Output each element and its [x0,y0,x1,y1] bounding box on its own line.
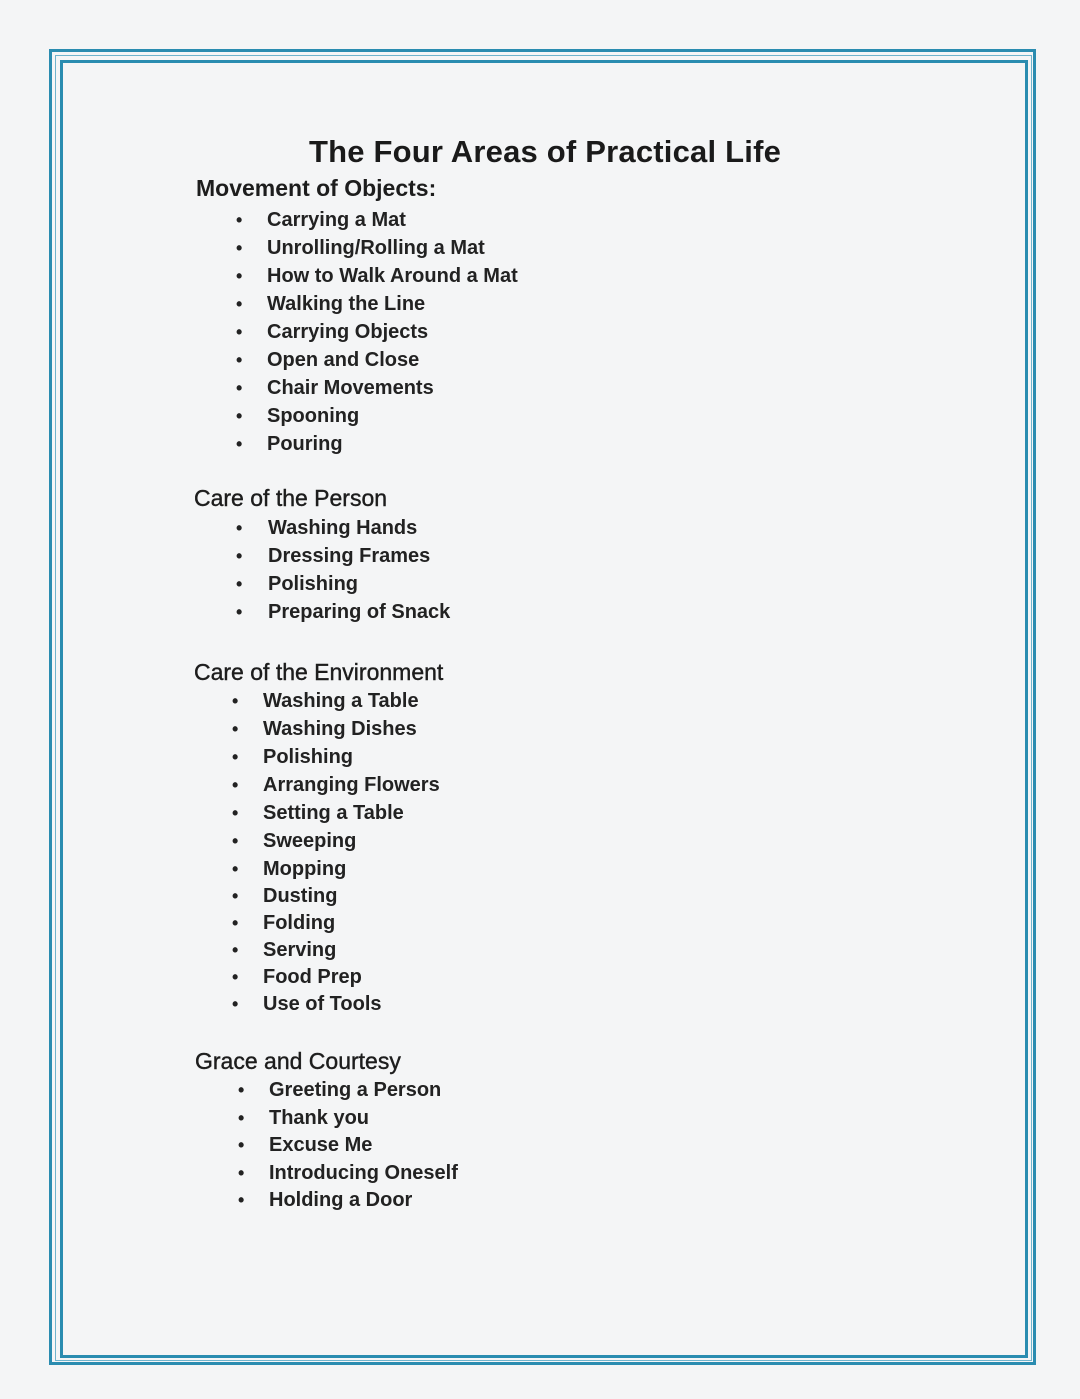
item-list [194,514,450,626]
bullet-icon: • [232,967,239,987]
list-item [194,687,443,715]
item-label: Washing Hands [268,517,418,539]
item-label: Food Prep [263,966,362,988]
item-list [195,1076,458,1214]
item-label: How to Walk Around a Mat [267,265,518,287]
bullet-icon: • [232,913,239,933]
bullet-icon: • [236,378,243,398]
list-item [194,771,443,799]
bullet-icon: • [232,859,239,879]
item-label: Excuse Me [269,1134,373,1156]
bullet-icon: • [232,940,239,960]
list-item [194,715,443,743]
bullet-icon: • [232,719,239,739]
item-label: Dusting [263,885,338,907]
item-label: Walking the Line [267,293,426,315]
item-label: Carrying Objects [267,321,429,343]
bullet-icon: • [238,1135,245,1155]
bullet-icon: • [236,406,243,426]
list-item [194,542,450,570]
bullet-icon: • [238,1107,245,1128]
bullet-icon: • [232,886,239,906]
list-item [194,743,443,771]
section-care-of-the-person [194,483,450,626]
item-label: Arranging Flowers [263,774,440,796]
list-item [194,514,450,542]
list-item [196,402,518,430]
item-label: Polishing [263,746,353,768]
bullet-icon: • [236,350,243,370]
list-item [195,1104,458,1132]
item-label: Setting a Table [263,802,404,824]
bullet-icon: • [236,294,243,314]
item-list [194,687,443,1017]
bullet-icon: • [236,322,243,342]
item-list [196,206,518,458]
list-item [196,234,518,262]
list-item [194,827,443,855]
list-item [194,909,443,936]
item-label: Carrying a Mat [267,209,406,231]
list-item [194,855,443,882]
list-item [195,1076,458,1104]
item-label: Dressing Frames [268,545,431,567]
page-title: The Four Areas of Practical Life [308,134,782,169]
item-label: Sweeping [263,830,357,852]
item-label: Unrolling/Rolling a Mat [267,237,485,259]
item-label: Serving [263,939,337,961]
section-heading: Grace and Courtesy [195,1048,401,1074]
item-label: Thank you [269,1106,370,1129]
bullet-icon: • [232,994,239,1014]
bullet-icon: • [236,518,243,538]
list-item [194,990,443,1017]
bullet-icon: • [236,266,243,286]
list-item [194,936,443,963]
section-care-of-the-environment [194,657,443,1017]
list-item [194,598,450,626]
list-item [195,1159,458,1187]
item-label: Preparing of Snack [268,601,451,623]
section-grace-and-courtesy [195,1046,458,1214]
section-heading: Care of the Person [194,485,388,511]
section-movement-of-objects [196,173,518,458]
bullet-icon: • [236,434,243,454]
bullet-icon: • [232,775,239,795]
bullet-icon: • [236,210,243,230]
item-label: Spooning [267,405,360,427]
list-item [196,262,518,290]
item-label: Introducing Oneself [269,1161,458,1184]
item-label: Use of Tools [263,993,382,1015]
item-label: Open and Close [267,349,420,371]
item-label: Pouring [267,433,343,455]
item-label: Chair Movements [267,377,434,399]
list-item [196,430,518,458]
list-item [196,346,518,374]
list-item [195,1131,458,1159]
item-label: Washing a Table [263,690,419,712]
section-heading: Care of the Environment [194,659,444,685]
item-label: Mopping [263,858,347,880]
bullet-icon: • [232,747,239,767]
item-label: Folding [263,912,336,934]
bullet-icon: • [232,691,239,711]
bullet-icon: • [236,574,243,594]
item-label: Greeting a Person [269,1079,442,1101]
list-item [194,570,450,598]
bullet-icon: • [238,1080,245,1100]
bullet-icon: • [236,238,243,258]
list-item [196,374,518,402]
list-item [194,882,443,909]
section-heading: Movement of Objects: [196,175,437,201]
list-item [196,290,518,318]
bullet-icon: • [232,803,239,823]
list-item [194,963,443,990]
bullet-icon: • [238,1162,245,1183]
bullet-icon: • [238,1190,245,1210]
bullet-icon: • [236,546,243,566]
bullet-icon: • [236,602,243,622]
item-label: Holding a Door [269,1189,413,1211]
list-item [195,1186,458,1214]
list-item [196,318,518,346]
list-item [196,206,518,234]
item-label: Polishing [268,573,358,595]
list-item [194,799,443,827]
item-label: Washing Dishes [263,718,417,740]
bullet-icon: • [232,831,239,851]
